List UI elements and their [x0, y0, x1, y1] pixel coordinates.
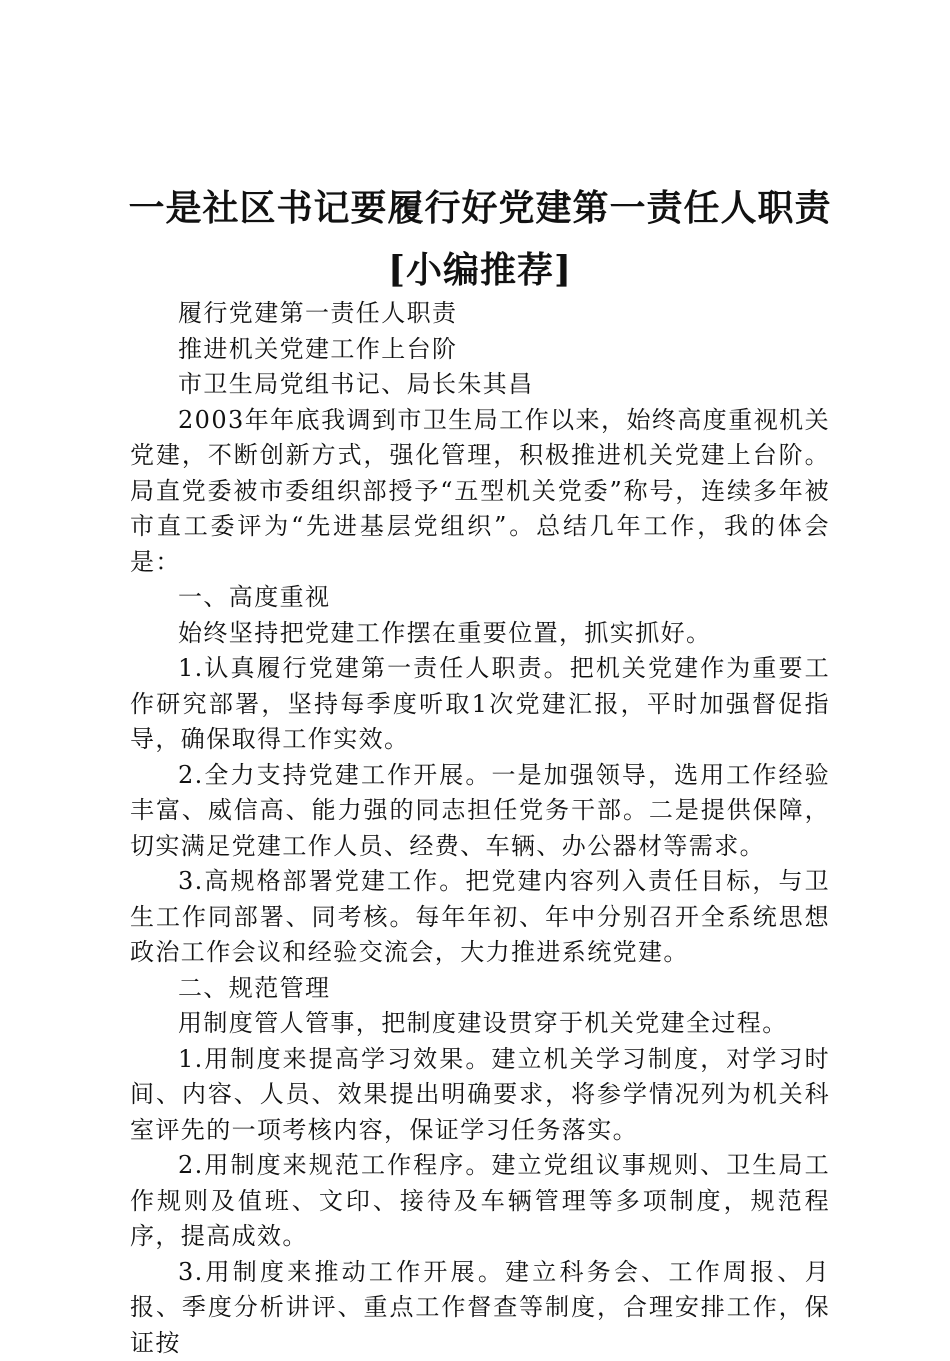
paragraph: 3.高规格部署党建工作。把党建内容列入责任目标，与卫生工作同部署、同考核。每年年初、年中分别召开全系统思想政治工作会议和经验交流会，大力推进系统党建。 — [130, 864, 830, 971]
paragraph: 1.认真履行党建第一责任人职责。把机关党建作为重要工作研究部署，坚持每季度听取1次党建汇报，平时加强督促指导，确保取得工作实效。 — [130, 651, 830, 758]
paragraph: 始终坚持把党建工作摆在重要位置，抓实抓好。 — [130, 616, 830, 652]
paragraph: 履行党建第一责任人职责 — [130, 296, 830, 332]
paragraph: 2003年年底我调到市卫生局工作以来，始终高度重视机关党建，不断创新方式，强化管理，积极推进机关党建上台阶。局直党委被市委组织部授予“五型机关党委”称号，连续多年被市直工委评为“先进基层党组织”。总结几年工作，我的体会是： — [130, 403, 830, 581]
document-title-line-1: 一是社区书记要履行好党建第一责任人职责 — [120, 186, 840, 230]
section-heading: 二、规范管理 — [130, 971, 830, 1007]
paragraph: 推进机关党建工作上台阶 — [130, 332, 830, 368]
paragraph: 市卫生局党组书记、局长朱其昌 — [130, 367, 830, 403]
paragraph: 3.用制度来推动工作开展。建立科务会、工作周报、月报、季度分析讲评、重点工作督查等制度，合理安排工作，保证按 — [130, 1255, 830, 1361]
paragraph: 用制度管人管事，把制度建设贯穿于机关党建全过程。 — [130, 1006, 830, 1042]
document-title-line-2: [小编推荐] — [120, 248, 840, 292]
paragraph: 1.用制度来提高学习效果。建立机关学习制度，对学习时间、内容、人员、效果提出明确要求，将参学情况列为机关科室评先的一项考核内容，保证学习任务落实。 — [130, 1042, 830, 1149]
paragraph: 2.全力支持党建工作开展。一是加强领导，选用工作经验丰富、威信高、能力强的同志担任党务干部。二是提供保障，切实满足党建工作人员、经费、车辆、办公器材等需求。 — [130, 758, 830, 865]
paragraph: 2.用制度来规范工作程序。建立党组议事规则、卫生局工作规则及值班、文印、接待及车辆管理等多项制度，规范程序，提高成效。 — [130, 1148, 830, 1255]
document-body — [130, 296, 830, 1361]
section-heading: 一、高度重视 — [130, 580, 830, 616]
